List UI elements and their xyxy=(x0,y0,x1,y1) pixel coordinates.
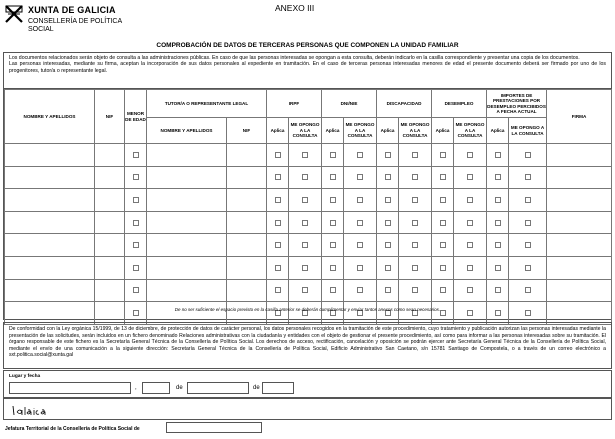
checkbox-cell xyxy=(454,256,487,279)
checkbox[interactable] xyxy=(275,152,281,158)
header-unemployment: DESEMPLEO xyxy=(432,90,487,118)
input-cell[interactable] xyxy=(147,189,227,212)
checkbox-cell xyxy=(125,234,147,257)
checkbox-cell xyxy=(509,234,547,257)
input-cell[interactable] xyxy=(147,256,227,279)
checkbox-cell xyxy=(289,234,322,257)
checkbox-cell xyxy=(432,166,454,189)
checkbox-cell xyxy=(344,189,377,212)
checkbox-cell xyxy=(509,279,547,302)
month-field[interactable] xyxy=(187,382,249,394)
checkbox-cell xyxy=(399,166,432,189)
comma-separator: , xyxy=(135,385,137,391)
header-applies: Aplica xyxy=(377,118,399,144)
header-minor: MENOR DE EDAD xyxy=(125,90,147,144)
intro-paragraph: Las personas interesadas, mediante su firma, aceptan la incorporación de sus datos personales al expediente en tramitación. En el caso de terceras personas interesadas menores de edad el presente documento deberá ser firmado por uno de los progenitores, tutor/a o representante legal. xyxy=(9,61,606,74)
table-row xyxy=(5,279,612,302)
input-cell[interactable] xyxy=(547,234,612,257)
input-cell[interactable] xyxy=(5,166,95,189)
checkbox[interactable] xyxy=(275,287,281,293)
header-nif: NIF xyxy=(95,90,125,144)
checkbox-cell xyxy=(509,302,547,325)
checkbox-cell xyxy=(322,166,344,189)
header-signature: FIRMA xyxy=(547,90,612,144)
checkbox-cell xyxy=(289,279,322,302)
header-oppose: ME OPONGO A LA CONSULTA xyxy=(344,118,377,144)
checkbox-cell xyxy=(322,256,344,279)
territorial-office-field[interactable] xyxy=(166,422,262,433)
checkbox[interactable] xyxy=(330,152,336,158)
checkbox[interactable] xyxy=(440,287,446,293)
checkbox-cell xyxy=(399,234,432,257)
checkbox[interactable] xyxy=(357,197,363,203)
checkbox-cell xyxy=(344,166,377,189)
header-name: NOMBRE Y APELLIDOS xyxy=(5,90,95,144)
input-cell[interactable] xyxy=(95,256,125,279)
checkbox-cell xyxy=(267,166,289,189)
checkbox-cell xyxy=(377,211,399,234)
checkbox[interactable] xyxy=(330,220,336,226)
input-cell[interactable] xyxy=(95,144,125,167)
checkbox[interactable] xyxy=(467,197,473,203)
checkbox[interactable] xyxy=(275,197,281,203)
input-cell[interactable] xyxy=(95,279,125,302)
checkbox[interactable] xyxy=(330,265,336,271)
table-row xyxy=(5,166,612,189)
input-cell[interactable] xyxy=(547,302,612,325)
checkbox[interactable] xyxy=(525,152,531,158)
checkbox-cell xyxy=(344,211,377,234)
checkbox[interactable] xyxy=(385,197,391,203)
checkbox[interactable] xyxy=(385,152,391,158)
input-cell[interactable] xyxy=(5,189,95,212)
input-cell[interactable] xyxy=(95,211,125,234)
input-cell[interactable] xyxy=(147,166,227,189)
checkbox[interactable] xyxy=(357,174,363,180)
family-members-table-frame xyxy=(3,89,612,320)
checkbox-cell xyxy=(267,144,289,167)
checkbox[interactable] xyxy=(412,265,418,271)
checkbox-cell xyxy=(487,189,509,212)
brand-subtitle-line2: SOCIAL xyxy=(28,26,54,33)
header-applies: Aplica xyxy=(267,118,289,144)
checkbox[interactable] xyxy=(357,242,363,248)
brand-subtitle-line1: CONSELLERÍA DE POLÍTICA xyxy=(28,18,123,25)
checkbox[interactable] xyxy=(412,197,418,203)
header-tutor: TUTOR/A O REPRESENTANTE LEGAL xyxy=(147,90,267,118)
checkbox-cell xyxy=(509,256,547,279)
checkbox-cell xyxy=(377,189,399,212)
checkbox[interactable] xyxy=(357,220,363,226)
family-members-table xyxy=(4,89,612,325)
checkbox-cell xyxy=(125,279,147,302)
checkbox-cell xyxy=(267,256,289,279)
checkbox-cell xyxy=(377,302,399,325)
checkbox-cell xyxy=(432,279,454,302)
checkbox-cell xyxy=(322,144,344,167)
checkbox-cell xyxy=(454,302,487,325)
checkbox-cell xyxy=(377,144,399,167)
input-cell[interactable] xyxy=(547,279,612,302)
checkbox[interactable] xyxy=(467,287,473,293)
checkbox[interactable] xyxy=(525,242,531,248)
checkbox[interactable] xyxy=(495,174,501,180)
input-cell[interactable] xyxy=(5,256,95,279)
checkbox[interactable] xyxy=(357,287,363,293)
checkbox[interactable] xyxy=(495,197,501,203)
de-separator: de xyxy=(176,385,183,391)
checkbox[interactable] xyxy=(275,265,281,271)
checkbox[interactable] xyxy=(525,220,531,226)
input-cell[interactable] xyxy=(547,256,612,279)
checkbox-cell xyxy=(432,256,454,279)
place-date-label: Lugar y fecha xyxy=(9,374,41,379)
header-applies: Aplica xyxy=(432,118,454,144)
day-field[interactable] xyxy=(142,382,170,394)
intro-paragraph: Los documentos relacionados serán objeto de consulta a las administraciones públicas. En caso de que las personas interesadas se opongan a esta consulta, deberán indicarlo en la casilla correspondiente y presentar una copia de los documentos. xyxy=(9,55,580,61)
place-field[interactable] xyxy=(9,382,131,394)
checkbox-cell xyxy=(322,279,344,302)
input-cell[interactable] xyxy=(5,234,95,257)
checkbox[interactable] xyxy=(302,197,308,203)
header-oppose: ME OPONGO A LA CONSULTA xyxy=(454,118,487,144)
checkbox-cell xyxy=(125,256,147,279)
checkbox-cell xyxy=(125,211,147,234)
checkbox[interactable] xyxy=(302,242,308,248)
checkbox[interactable] xyxy=(330,287,336,293)
checkbox[interactable] xyxy=(302,265,308,271)
checkbox-cell xyxy=(487,166,509,189)
brand-title: XUNTA DE GALICIA xyxy=(28,5,116,15)
checkbox[interactable] xyxy=(302,220,308,226)
checkbox-cell xyxy=(399,302,432,325)
checkbox-cell xyxy=(377,279,399,302)
header-oppose: ME OPONGO A LA CONSULTA xyxy=(399,118,432,144)
checkbox[interactable] xyxy=(275,220,281,226)
checkbox-cell xyxy=(487,256,509,279)
header-oppose: ME OPONGO A LA CONSULTA xyxy=(289,118,322,144)
checkbox-cell xyxy=(454,189,487,212)
checkbox-cell xyxy=(289,166,322,189)
checkbox-cell xyxy=(125,144,147,167)
checkbox-cell xyxy=(399,279,432,302)
checkbox[interactable] xyxy=(495,152,501,158)
annex-label: ANEXO III xyxy=(275,3,315,13)
checkbox-cell xyxy=(399,256,432,279)
input-cell[interactable] xyxy=(547,144,612,167)
checkbox-cell xyxy=(322,211,344,234)
checkbox[interactable] xyxy=(133,220,139,226)
data-protection-notice: De conformidad con la Ley orgánica 15/1999, de 13 de diciembre, de protección de datos de carácter personal, los datos personales recogidos en la tramitación de este procedimiento, cuyo tratamiento y publicación autorizan las personas interesadas mediante la presentación de las solicitudes, serán incluidos en un fichero denominado Relaciones administrativas con la ciudadanía y entidades con el objeto de gestionar el presente procedimiento, así como para informar a las personas interesadas sobre su tramitación. El órgano responsable de este fichero es la Secretaría General Técnica de la Consellería de Política Social. Los derechos de acceso, rectificación, cancelación y oposición se podrán ejercer ante Secretaría General Técnica de la Consellería de Política Social, mediante el envío de una comunicación a la siguiente dirección: Secretaría General Técnica de la Consellería de Política Social, Edificio Administrativo San Caetano, s/n 15781 Santiago de Compostela, o a través de un correo electrónico a sxt.politica.social@xunta.gal xyxy=(3,322,612,369)
checkbox[interactable] xyxy=(357,152,363,158)
checkbox[interactable] xyxy=(467,220,473,226)
checkbox[interactable] xyxy=(412,242,418,248)
checkbox-cell xyxy=(487,279,509,302)
checkbox[interactable] xyxy=(385,265,391,271)
input-cell[interactable] xyxy=(227,211,267,234)
year-field[interactable] xyxy=(262,382,294,394)
checkbox-cell xyxy=(267,279,289,302)
checkbox[interactable] xyxy=(467,152,473,158)
input-cell[interactable] xyxy=(547,189,612,212)
header-oppose: ME OPONGO A LA CONSULTA xyxy=(509,118,547,144)
table-row xyxy=(5,234,612,257)
input-cell[interactable] xyxy=(227,302,267,325)
checkbox[interactable] xyxy=(440,174,446,180)
xunta-emblem-icon xyxy=(4,4,24,24)
de-separator: de xyxy=(253,385,260,391)
checkbox-cell xyxy=(487,144,509,167)
checkbox-cell xyxy=(344,302,377,325)
place-date-box xyxy=(3,370,612,398)
checkbox-cell xyxy=(322,234,344,257)
checkbox-cell xyxy=(289,189,322,212)
checkbox[interactable] xyxy=(495,220,501,226)
header-applies: Aplica xyxy=(322,118,344,144)
checkbox[interactable] xyxy=(495,265,501,271)
input-cell[interactable] xyxy=(95,234,125,257)
checkbox[interactable] xyxy=(467,242,473,248)
checkbox[interactable] xyxy=(412,174,418,180)
xunta-logo xyxy=(4,3,154,37)
territorial-office-label: Jefatura Territorial de la Consellería de Política Social de xyxy=(5,426,140,432)
checkbox-cell xyxy=(289,256,322,279)
input-cell[interactable] xyxy=(147,234,227,257)
checkbox[interactable] xyxy=(330,174,336,180)
checkbox-cell xyxy=(289,144,322,167)
input-cell[interactable] xyxy=(95,189,125,212)
checkbox-cell xyxy=(454,144,487,167)
checkbox[interactable] xyxy=(440,265,446,271)
input-cell[interactable] xyxy=(5,302,95,325)
checkbox-cell xyxy=(267,302,289,325)
checkbox-cell xyxy=(454,234,487,257)
checkbox[interactable] xyxy=(357,265,363,271)
checkbox-cell xyxy=(267,234,289,257)
checkbox[interactable] xyxy=(525,287,531,293)
input-cell[interactable] xyxy=(95,302,125,325)
checkbox-cell xyxy=(267,211,289,234)
checkbox-cell xyxy=(267,189,289,212)
checkbox[interactable] xyxy=(467,265,473,271)
table-row xyxy=(5,189,612,212)
input-cell[interactable] xyxy=(147,144,227,167)
table-body xyxy=(5,144,612,325)
checkbox-cell xyxy=(344,256,377,279)
checkbox-cell xyxy=(125,302,147,325)
checkbox[interactable] xyxy=(133,287,139,293)
input-cell[interactable] xyxy=(147,279,227,302)
checkbox-cell xyxy=(377,166,399,189)
header-tutor-nif: NIF xyxy=(227,118,267,144)
document-title: COMPROBACIÓN DE DATOS DE TERCERAS PERSONAS QUE COMPONEN LA UNIDAD FAMILIAR xyxy=(156,42,459,49)
table-row xyxy=(5,302,612,325)
checkbox[interactable] xyxy=(385,220,391,226)
checkbox[interactable] xyxy=(133,152,139,158)
table-footnote: De no ser suficiente el espacio previsto en la casilla anterior se deberán cumplimentar y enviar tantos anexos como sean necesarios. xyxy=(174,307,441,312)
checkbox-cell xyxy=(509,144,547,167)
input-cell[interactable] xyxy=(227,144,267,167)
checkbox[interactable] xyxy=(440,220,446,226)
header-applies: Aplica xyxy=(487,118,509,144)
input-cell[interactable] xyxy=(547,166,612,189)
checkbox-cell xyxy=(344,144,377,167)
checkbox-cell xyxy=(509,189,547,212)
header-dni: DNI/NIE xyxy=(322,90,377,118)
checkbox-cell xyxy=(125,189,147,212)
header-benefits: IMPORTES DE PRESTACIONES POR DESEMPLEO PERCIBIDOS A FECHA ACTUAL xyxy=(487,90,547,118)
checkbox-cell xyxy=(344,234,377,257)
checkbox[interactable] xyxy=(495,287,501,293)
header-disability: DISCAPACIDAD xyxy=(377,90,432,118)
checkbox-cell xyxy=(399,189,432,212)
checkbox-cell xyxy=(454,279,487,302)
checkbox[interactable] xyxy=(275,242,281,248)
checkbox-cell xyxy=(454,166,487,189)
checkbox[interactable] xyxy=(385,174,391,180)
checkbox-cell xyxy=(289,302,322,325)
input-cell[interactable] xyxy=(227,166,267,189)
checkbox[interactable] xyxy=(440,152,446,158)
checkbox-cell xyxy=(432,234,454,257)
checkbox[interactable] xyxy=(525,265,531,271)
checkbox[interactable] xyxy=(302,287,308,293)
checkbox[interactable] xyxy=(133,265,139,271)
checkbox-cell xyxy=(432,302,454,325)
checkbox-cell xyxy=(487,302,509,325)
intro-box xyxy=(3,52,612,89)
checkbox[interactable] xyxy=(467,174,473,180)
input-cell[interactable] xyxy=(5,279,95,302)
checkbox-cell xyxy=(432,189,454,212)
input-cell[interactable] xyxy=(147,211,227,234)
checkbox-cell xyxy=(125,166,147,189)
checkbox-cell xyxy=(487,211,509,234)
checkbox[interactable] xyxy=(302,152,308,158)
input-cell[interactable] xyxy=(95,166,125,189)
table-row xyxy=(5,144,612,167)
document-header xyxy=(0,0,615,38)
checkbox[interactable] xyxy=(525,174,531,180)
input-cell[interactable] xyxy=(5,211,95,234)
checkbox[interactable] xyxy=(133,197,139,203)
checkbox-cell xyxy=(509,211,547,234)
galicia-logo-icon xyxy=(11,403,51,417)
checkbox-cell xyxy=(487,234,509,257)
input-cell[interactable] xyxy=(227,256,267,279)
header-irpf: IRPF xyxy=(267,90,322,118)
checkbox-cell xyxy=(432,211,454,234)
checkbox-cell xyxy=(322,302,344,325)
checkbox-cell xyxy=(289,211,322,234)
input-cell[interactable] xyxy=(547,211,612,234)
checkbox-cell xyxy=(454,211,487,234)
checkbox[interactable] xyxy=(440,242,446,248)
checkbox[interactable] xyxy=(525,197,531,203)
table-row xyxy=(5,211,612,234)
checkbox[interactable] xyxy=(330,242,336,248)
input-cell[interactable] xyxy=(147,302,227,325)
table-row xyxy=(5,256,612,279)
footer-logo-box xyxy=(3,398,612,420)
checkbox[interactable] xyxy=(275,174,281,180)
checkbox[interactable] xyxy=(412,287,418,293)
checkbox[interactable] xyxy=(133,174,139,180)
input-cell[interactable] xyxy=(227,279,267,302)
checkbox[interactable] xyxy=(385,287,391,293)
checkbox-cell xyxy=(399,144,432,167)
header-tutor-name: NOMBRE Y APELLIDOS xyxy=(147,118,227,144)
checkbox[interactable] xyxy=(133,242,139,248)
checkbox-cell xyxy=(399,211,432,234)
checkbox-cell xyxy=(509,166,547,189)
checkbox-cell xyxy=(344,279,377,302)
checkbox-cell xyxy=(377,256,399,279)
checkbox[interactable] xyxy=(440,197,446,203)
checkbox-cell xyxy=(432,144,454,167)
checkbox[interactable] xyxy=(412,152,418,158)
checkbox[interactable] xyxy=(495,242,501,248)
checkbox[interactable] xyxy=(302,174,308,180)
checkbox-cell xyxy=(377,234,399,257)
checkbox[interactable] xyxy=(385,242,391,248)
input-cell[interactable] xyxy=(227,234,267,257)
input-cell[interactable] xyxy=(5,144,95,167)
checkbox-cell xyxy=(322,189,344,212)
checkbox[interactable] xyxy=(330,197,336,203)
input-cell[interactable] xyxy=(227,189,267,212)
checkbox[interactable] xyxy=(412,220,418,226)
